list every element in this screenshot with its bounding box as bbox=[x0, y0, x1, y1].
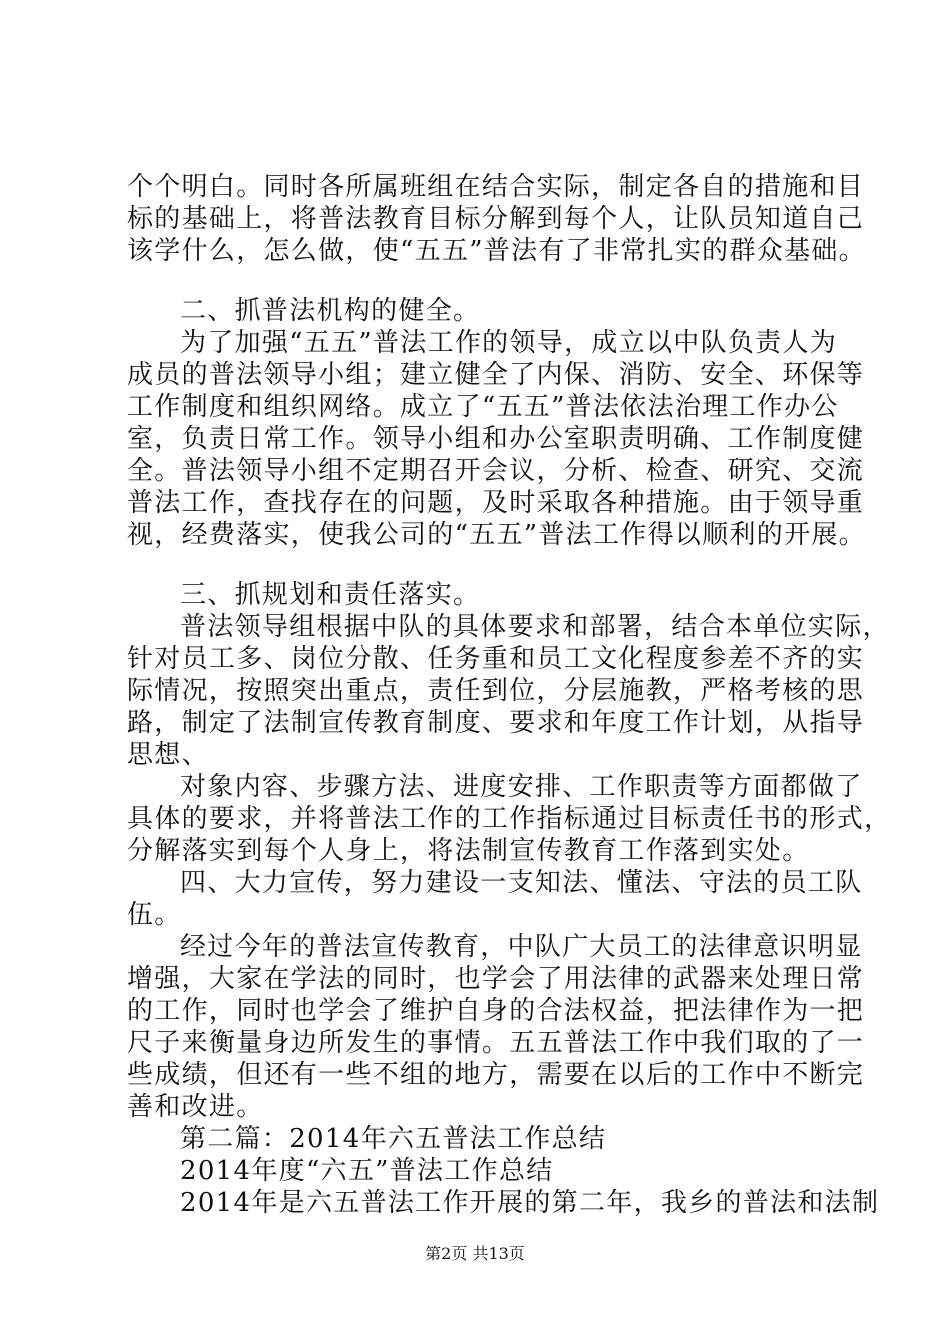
body-line: 工作制度和组织网络。成立了“五五”普法依法治理工作办公 bbox=[127, 392, 839, 422]
body-line: 伍。 bbox=[127, 900, 182, 930]
body-line: 成员的普法领导小组；建立健全了内保、消防、安全、环保等 bbox=[127, 360, 865, 390]
body-line: 该学什么，怎么做，使“五五”普法有了非常扎实的群众基础。 bbox=[127, 236, 866, 266]
body-line: 具体的要求，并将普法工作的工作指标通过目标责任书的形式， bbox=[127, 804, 892, 834]
section-heading: 二、抓普法机构的健全。 bbox=[180, 296, 481, 326]
body-line: 针对员工多、岗位分散、任务重和员工文化程度参差不齐的实 bbox=[127, 644, 865, 674]
page-footer: 第2页 共13页 bbox=[425, 1244, 525, 1263]
section-heading: 三、抓规划和责任落实。 bbox=[180, 580, 481, 610]
body-line: 对象内容、步骤方法、进度安排、工作职责等方面都做了 bbox=[180, 772, 863, 802]
body-line: 善和改进。 bbox=[127, 1092, 264, 1122]
body-line: 际情况，按照突出重点，责任到位，分层施教，严格考核的思 bbox=[127, 676, 865, 706]
body-line: 增强，大家在学法的同时，也学会了用法律的武器来处理日常 bbox=[127, 964, 865, 994]
body-line: 的工作，同时也学会了维护自身的合法权益，把法律作为一把 bbox=[127, 996, 865, 1026]
body-line: 尺子来衡量身边所发生的事情。五五普法工作中我们取的了一 bbox=[127, 1028, 865, 1058]
body-line: 普法工作，查找存在的问题，及时采取各种措施。由于领导重 bbox=[127, 488, 865, 518]
body-line: 标的基础上，将普法教育目标分解到每个人，让队员知道自己 bbox=[127, 204, 865, 234]
body-line: 些成绩，但还有一些不组的地方，需要在以后的工作中不断完 bbox=[127, 1060, 865, 1090]
report-title: 2014年度“六五”普法工作总结 bbox=[180, 1156, 554, 1186]
body-line: 普法领导组根据中队的具体要求和部署，结合本单位实际， bbox=[180, 612, 890, 642]
body-line: 室，负责日常工作。领导小组和办公室职责明确、工作制度健 bbox=[127, 424, 865, 454]
body-line: 路，制定了法制宣传教育制度、要求和年度工作计划，从指导 bbox=[127, 708, 865, 738]
body-line: 为了加强“五五”普法工作的领导，成立以中队负责人为 bbox=[180, 328, 838, 358]
body-line: 视，经费落实，使我公司的“五五”普法工作得以顺利的开展。 bbox=[127, 520, 866, 550]
body-line: 2014年是六五普法工作开展的第二年，我乡的普法和法制 bbox=[180, 1188, 880, 1218]
body-line: 全。普法领导小组不定期召开会议，分析、检查、研究、交流 bbox=[127, 456, 865, 486]
section-heading: 四、大力宣传，努力建设一支知法、懂法、守法的员工队 bbox=[180, 868, 863, 898]
body-line: 经过今年的普法宣传教育，中队广大员工的法律意识明显 bbox=[180, 932, 863, 962]
body-line: 思想、 bbox=[127, 740, 209, 770]
body-line: 分解落实到每个人身上，将法制宣传教育工作落到实处。 bbox=[127, 836, 810, 866]
body-line: 个个明白。同时各所属班组在结合实际，制定各自的措施和目 bbox=[127, 172, 865, 202]
chapter-title: 第二篇：2014年六五普法工作总结 bbox=[180, 1124, 607, 1154]
